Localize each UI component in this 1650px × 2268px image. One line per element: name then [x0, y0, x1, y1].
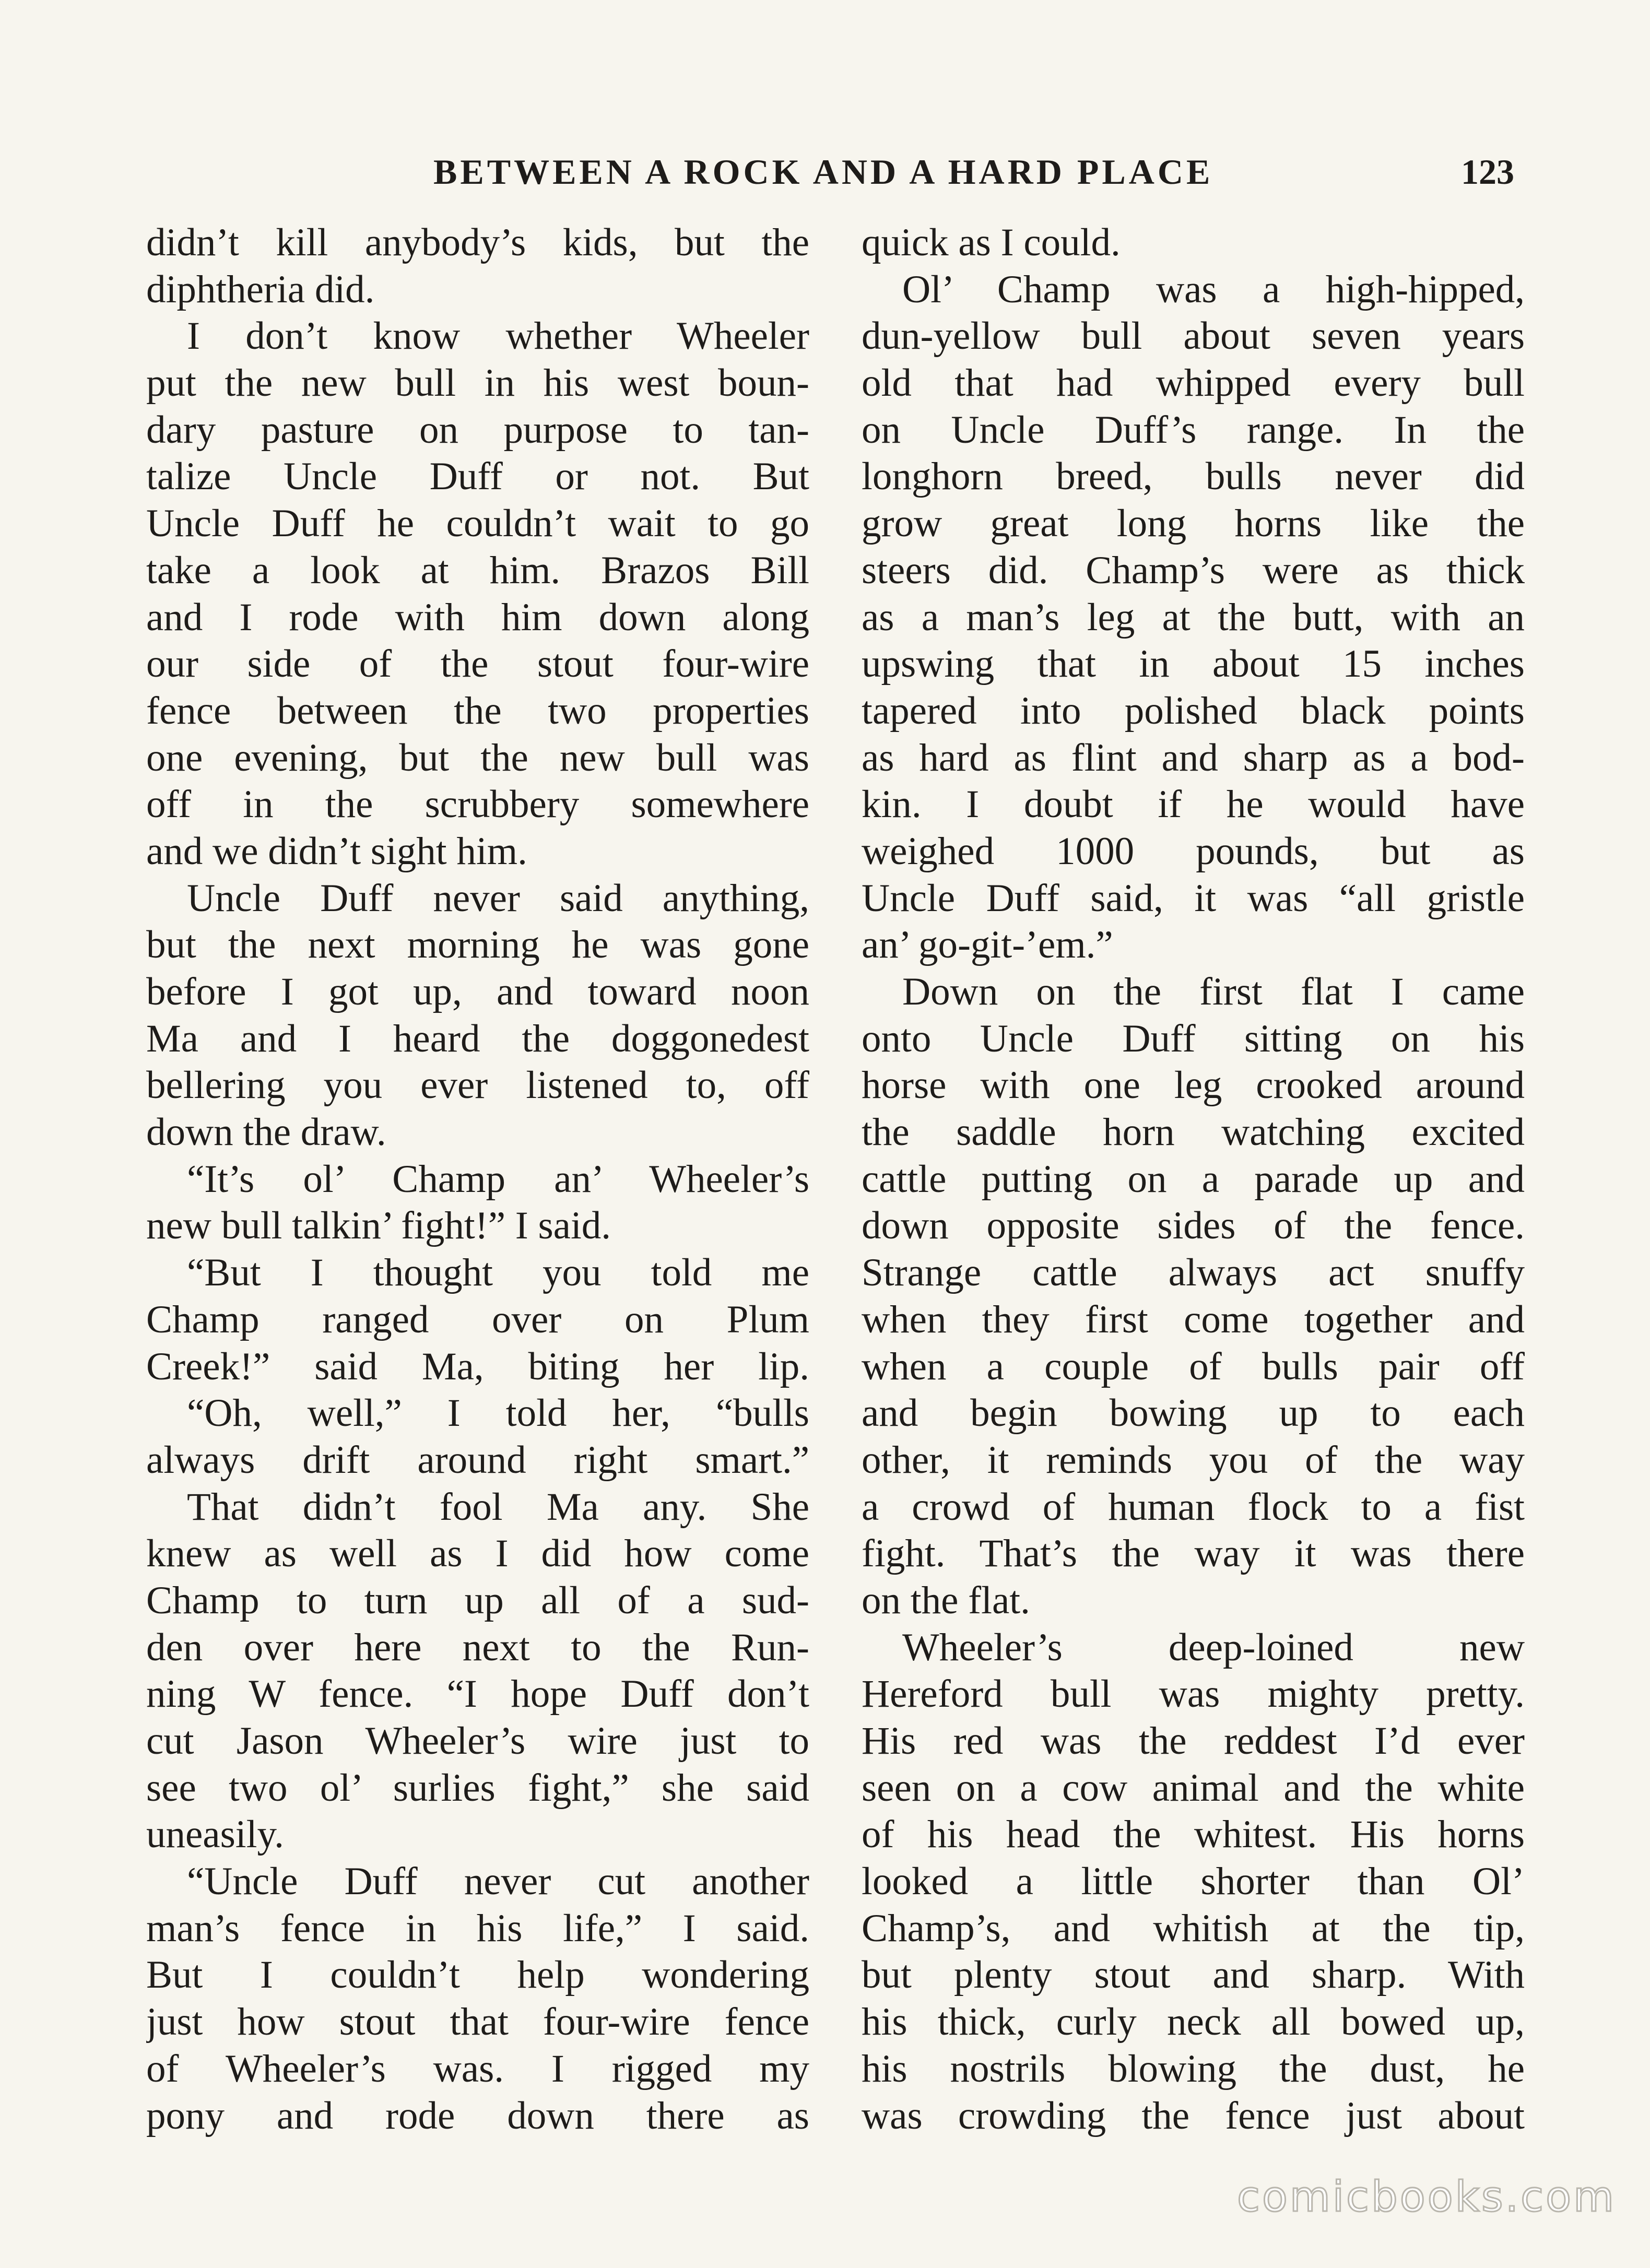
text-line: take a look at him. Brazos Bill: [146, 548, 809, 592]
text-line: dary pasture on purpose to tan-: [146, 408, 809, 452]
text-line: Hereford bull was mighty pretty.: [862, 1672, 1525, 1716]
text-line: but plenty stout and sharp. With: [862, 1953, 1525, 1997]
text-line: pony and rode down there as: [146, 2094, 809, 2137]
text-line: see two ol’ surlies fight,” she said: [146, 1766, 809, 1810]
text-line: But I couldn’t help wondering: [146, 1953, 809, 1997]
text-line: Strange cattle always act snuffy: [862, 1251, 1525, 1295]
text-line: tapered into polished black points: [862, 689, 1525, 733]
text-line: onto Uncle Duff sitting on his: [862, 1017, 1525, 1060]
text-line: on Uncle Duff’s range. In the: [862, 408, 1525, 452]
text-line: always drift around right smart.”: [146, 1438, 809, 1482]
text-line: when a couple of bulls pair off: [862, 1344, 1525, 1388]
text-line: dun-yellow bull about seven years: [862, 314, 1525, 358]
text-line: of his head the whitest. His horns: [862, 1813, 1525, 1857]
text-line: the saddle horn watching excited: [862, 1111, 1525, 1154]
text-line: as a man’s leg at the butt, with an: [862, 595, 1525, 639]
text-line: grow great long horns like the: [862, 502, 1525, 546]
text-line: fight. That’s the way it was there: [862, 1532, 1525, 1576]
page-number: 123: [1461, 152, 1514, 192]
text-column-left: [146, 219, 809, 2139]
text-line: but the next morning he was gone: [146, 923, 809, 967]
text-line: was crowding the fence just about: [862, 2094, 1525, 2137]
text-line: Uncle Duff said, it was “all gristle: [862, 876, 1525, 920]
text-line: put the new bull in his west boun-: [146, 361, 809, 405]
watermark-logo: comicbooks.com: [1236, 2172, 1616, 2221]
text-line: kin. I doubt if he would have: [862, 783, 1525, 826]
text-line: new bull talkin’ fight!” I said.: [146, 1204, 611, 1248]
text-line: when they first come together and: [862, 1297, 1525, 1341]
text-line: uneasily.: [146, 1813, 284, 1857]
text-line: off in the scrubbery somewhere: [146, 783, 809, 826]
text-line: Ma and I heard the doggonedest: [146, 1017, 809, 1060]
text-line: “Uncle Duff never cut another: [187, 1860, 809, 1904]
text-line: down the draw.: [146, 1111, 386, 1154]
text-line: an’ go-git-’em.”: [862, 923, 1113, 967]
text-line: other, it reminds you of the way: [862, 1438, 1525, 1482]
text-line: bellering you ever listened to, off: [146, 1064, 809, 1107]
running-title: BETWEEN A ROCK AND A HARD PLACE: [433, 152, 1213, 192]
text-line: just how stout that four-wire fence: [146, 2000, 809, 2044]
text-line: and begin bowing up to each: [862, 1391, 1525, 1435]
text-line: down opposite sides of the fence.: [862, 1204, 1525, 1248]
text-line: man’s fence in his life,” I said.: [146, 1906, 809, 1950]
text-line: looked a little shorter than Ol’: [862, 1860, 1525, 1904]
text-line: of Wheeler’s was. I rigged my: [146, 2047, 809, 2090]
text-line: I don’t know whether Wheeler: [187, 314, 809, 358]
text-line: Champ’s, and whitish at the tip,: [862, 1906, 1525, 1950]
text-line: didn’t kill anybody’s kids, but the: [146, 221, 809, 264]
text-line: quick as I could.: [862, 221, 1121, 264]
text-line: upswing that in about 15 inches: [862, 642, 1525, 686]
text-line: “Oh, well,” I told her, “bulls: [187, 1391, 809, 1435]
text-line: Creek!” said Ma, biting her lip.: [146, 1344, 809, 1388]
text-line: ning W fence. “I hope Duff don’t: [146, 1672, 809, 1716]
text-line: before I got up, and toward noon: [146, 970, 809, 1013]
text-line: as hard as flint and sharp as a bod-: [862, 736, 1525, 779]
text-line: Uncle Duff never said anything,: [187, 876, 809, 920]
text-line: diphtheria did.: [146, 267, 375, 311]
text-column-right: [862, 219, 1525, 2139]
text-line: den over here next to the Run-: [146, 1625, 809, 1669]
text-line: his nostrils blowing the dust, he: [862, 2047, 1525, 2090]
text-line: Uncle Duff he couldn’t wait to go: [146, 502, 809, 546]
text-line: cut Jason Wheeler’s wire just to: [146, 1719, 809, 1763]
text-line: a crowd of human flock to a fist: [862, 1485, 1525, 1529]
text-line: Wheeler’s deep-loined new: [902, 1625, 1525, 1669]
text-line: horse with one leg crooked around: [862, 1064, 1525, 1107]
text-line: Down on the first flat I came: [902, 970, 1525, 1013]
text-line: “It’s ol’ Champ an’ Wheeler’s: [187, 1157, 809, 1201]
text-line: and I rode with him down along: [146, 595, 809, 639]
text-line: our side of the stout four-wire: [146, 642, 809, 686]
running-head: [146, 151, 1514, 198]
text-line: steers did. Champ’s were as thick: [862, 548, 1525, 592]
text-line: Ol’ Champ was a high-hipped,: [902, 267, 1525, 311]
text-line: knew as well as I did how come: [146, 1532, 809, 1576]
text-line: and we didn’t sight him.: [146, 829, 527, 873]
text-line: cattle putting on a parade up and: [862, 1157, 1525, 1201]
text-line: seen on a cow animal and the white: [862, 1766, 1525, 1810]
text-line: his thick, curly neck all bowed up,: [862, 2000, 1525, 2044]
text-line: talize Uncle Duff or not. But: [146, 455, 809, 499]
text-line: longhorn breed, bulls never did: [862, 455, 1525, 499]
text-line: Champ to turn up all of a sud-: [146, 1578, 809, 1622]
text-line: His red was the reddest I’d ever: [862, 1719, 1525, 1763]
text-line: Champ ranged over on Plum: [146, 1297, 809, 1341]
text-line: “But I thought you told me: [187, 1251, 809, 1295]
text-line: one evening, but the new bull was: [146, 736, 809, 779]
text-line: old that had whipped every bull: [862, 361, 1525, 405]
text-line: That didn’t fool Ma any. She: [187, 1485, 809, 1529]
text-line: weighed 1000 pounds, but as: [862, 829, 1525, 873]
text-line: fence between the two properties: [146, 689, 809, 733]
text-line: on the flat.: [862, 1578, 1030, 1622]
